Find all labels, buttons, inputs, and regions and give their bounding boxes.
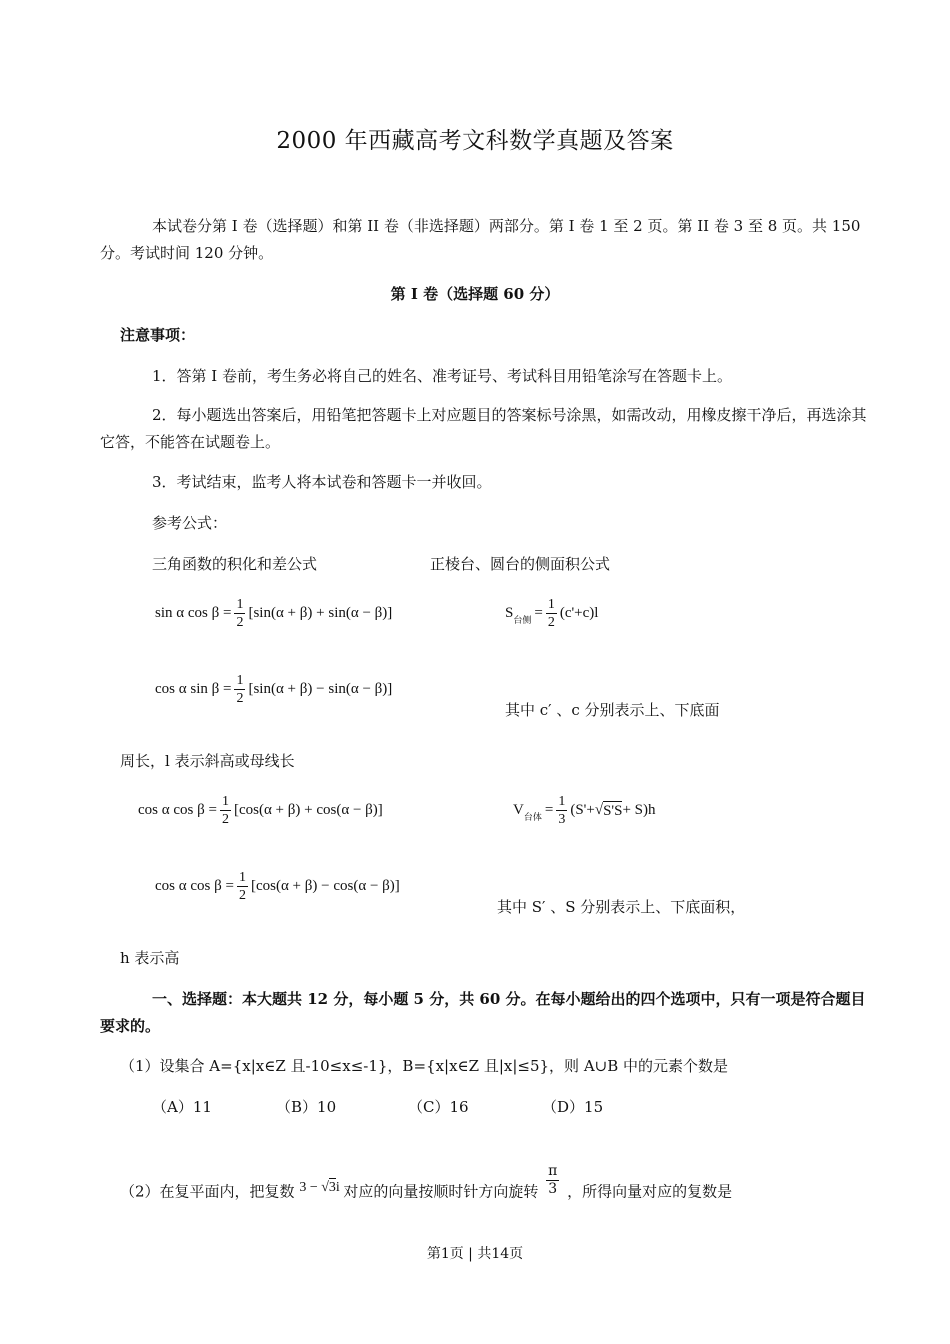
note-item: 3．考试结束，监考人将本试卷和答题卡一并收回。: [152, 473, 492, 491]
fraction-half: $\frac{1}{2}$: [221, 794, 229, 827]
formula-lateral-area: S 台侧 = $\frac{1}{2}$ (c'+c)l: [505, 597, 599, 630]
formula-volume: V 台体 = $\frac{1}{3}$ (S'+ √ S'S + S)h: [513, 794, 656, 827]
formula-subscript: 台体: [523, 812, 542, 822]
formula-right: [cos(α + β) − cos(α − β)]: [250, 878, 400, 894]
notes-heading: 注意事项：: [120, 326, 196, 344]
formula-sqrt: S'S: [603, 803, 623, 819]
section-heading: 第 I 卷（选择题 60 分）: [390, 285, 560, 303]
note-item: 1．答第 I 卷前，考生务必将自己的姓名、准考证号、考试科目用铅笔涂写在答题卡上。: [152, 367, 733, 385]
formula-sin-cos: [155, 596, 392, 631]
formula-heading-frustum: 正棱台、圆台的侧面积公式: [430, 555, 611, 573]
fraction-half: $\frac{1}{2}$: [238, 870, 246, 903]
fraction-half: $\frac{1}{2}$: [547, 597, 555, 630]
note-perimeter: 周长，l 表示斜高或母线长: [120, 752, 295, 770]
note-c: 其中 c′ 、c 分别表示上、下底面: [505, 701, 720, 719]
question-1: （1）设集合 A={x|x∈Z 且-10≤x≤-1}，B={x|x∈Z 且|x|≤5}，则 A∪B 中的元素个数是: [120, 1057, 729, 1075]
formula-right: (c'+c)l: [559, 605, 599, 621]
note-item: 2．每小题选出答案后，用铅笔把答题卡上对应题目的答案标号涂黑，如需改动，用橡皮擦干净后，再选涂其它答，不能答在试题卷上。: [100, 406, 867, 451]
formula-right: [sin(α + β) − sin(α − β)]: [248, 681, 393, 697]
page-title: 2000 年西藏高考文科数学真题及答案: [276, 128, 674, 154]
formula-left: sin α cos β =: [155, 605, 232, 621]
choice-section-heading: 一、选择题：本大题共 12 分，每小题 5 分，共 60 分。在每小题给出的四个选项中，只有一项是符合题目要求的。: [100, 990, 866, 1035]
q1-option-a: （A）11: [152, 1098, 212, 1116]
formula-symbol: S: [505, 605, 514, 621]
formula-symbol: V: [513, 802, 524, 818]
fraction-half: $\frac{1}{2}$: [236, 597, 244, 630]
note-h: h 表示高: [120, 949, 180, 967]
q1-option-d: （D）15: [542, 1098, 604, 1116]
formula-subscript: 台侧: [513, 615, 532, 625]
formula-right: [sin(α + β) + sin(α − β)]: [248, 605, 393, 621]
q2-text: （2）在复平面内，把复数: [120, 1182, 295, 1201]
formula-cos-cos-diff: [155, 869, 400, 904]
q2-angle-fraction: $\frac{\pi}{3}$: [548, 1163, 558, 1197]
formula-cos-cos-sum: [138, 793, 383, 828]
question-2: [120, 1163, 733, 1210]
formula-left: cos α cos β =: [138, 802, 217, 818]
fraction-half: $\frac{1}{2}$: [236, 673, 244, 706]
q2-text: 对应的向量按顺时针方向旋转: [343, 1182, 539, 1201]
formula-left: cos α cos β =: [155, 878, 234, 894]
q2-complex-number: 3 − √3i: [299, 1179, 340, 1195]
formula-cos-sin: [155, 672, 392, 707]
note-s: 其中 S′ 、S 分别表示上、下底面积，: [497, 898, 746, 916]
formula-left: cos α sin β =: [155, 681, 232, 697]
q2-text: ，所得向量对应的复数是: [567, 1182, 733, 1201]
formula-part: (S'+: [570, 802, 595, 818]
formula-right: [cos(α + β) + cos(α − β)]: [233, 802, 383, 818]
reference-formula-label: 参考公式：: [152, 514, 228, 532]
formula-heading-trig: 三角函数的积化和差公式: [152, 555, 318, 573]
intro-paragraph: 本试卷分第 I 卷（选择题）和第 II 卷（非选择题）两部分。第 I 卷 1 至 2 页。第 II 卷 3 至 8 页。共 150 分。考试时间 120 分钟。: [100, 217, 861, 262]
page-footer: 第1页 | 共14页: [426, 1246, 524, 1262]
fraction-third: $\frac{1}{3}$: [558, 794, 566, 827]
q1-option-b: （B）10: [276, 1098, 337, 1116]
q1-option-c: （C）16: [408, 1098, 469, 1116]
formula-part: + S)h: [622, 802, 656, 818]
